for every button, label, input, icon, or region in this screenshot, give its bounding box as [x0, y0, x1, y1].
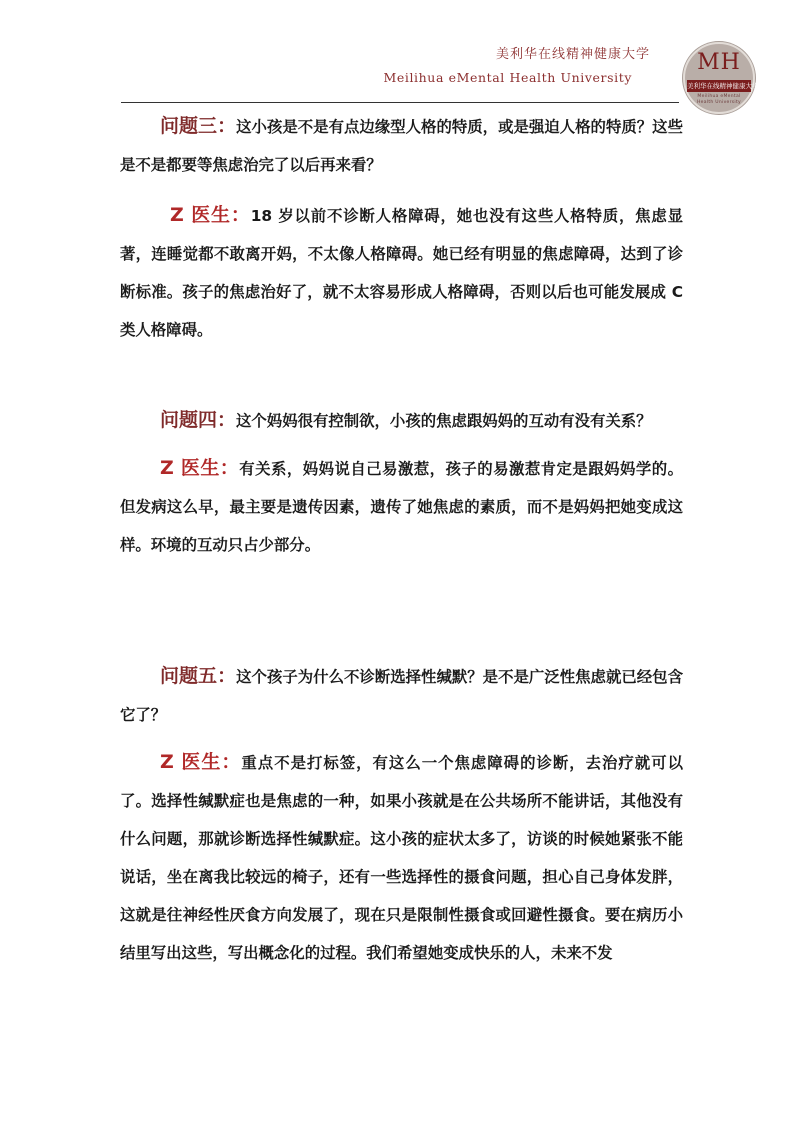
qa-section-5 [120, 657, 683, 972]
question-label: 问题五： [160, 665, 237, 687]
university-logo [683, 42, 759, 114]
university-name-en: Meilihua eMental Health University [383, 70, 632, 85]
question-text: 这个孩子为什么不诊断选择性缄默？是不是广泛性焦虑就已经包含它了？ [120, 668, 683, 724]
question-paragraph [120, 107, 683, 184]
answer-label: Z 医生： [160, 457, 240, 479]
logo-subtext: Meilihua eMental [697, 94, 741, 99]
page-header [0, 0, 800, 104]
question-paragraph [120, 401, 683, 440]
qa-section-3 [120, 107, 683, 349]
logo-band-text: 美利华在线精神健康大学 [687, 82, 759, 90]
answer-label: Z 医生： [170, 204, 251, 226]
question-paragraph [120, 657, 683, 734]
question-label: 问题四： [160, 409, 237, 431]
logo-monogram: MH [697, 50, 741, 75]
answer-label: Z 医生： [160, 751, 242, 773]
answer-text: 18 岁以前不诊断人格障碍，她也没有这些人格特质，焦虑显著，连睡觉都不敢离开妈，不太像人格障碍。她已经有明显的焦虑障碍，达到了诊断标准。孩子的焦虑治好了，就不太容易形成人格障碍，否则以后也可能发展成 C 类人格障碍。 [120, 207, 683, 339]
answer-text: 有关系，妈妈说自己易激惹，孩子的易激惹肯定是跟妈妈学的。但发病这么早，最主要是遗传因素，遗传了她焦虑的素质，而不是妈妈把她变成这样。环境的互动只占少部分。 [120, 460, 683, 554]
question-text: 这小孩是不是有点边缘型人格的特质，或是强迫人格的特质？这些是不是都要等焦虑治完了以后再来看？ [120, 118, 683, 174]
question-label: 问题三： [160, 115, 237, 137]
answer-paragraph [120, 196, 683, 349]
answer-text: 重点不是打标签，有这么一个焦虑障碍的诊断，去治疗就可以了。选择性缄默症也是焦虑的一种，如果小孩就是在公共场所不能讲话，其他没有什么问题，那就诊断选择性缄默症。这小孩的症状太多了，访谈的时候她紧张不能说话，坐在离我比较远的椅子，还有一些选择性的摄食问题，担心自己身体发胖，这就是往神经性厌食方向发展了，现在只是限制性摄食或回避性摄食。要在病历小结里写出这些，写出概念化的过程。我们希望她变成快乐的人，未来不发 [120, 754, 683, 962]
university-name-cn: 美利华在线精神健康大学 [495, 47, 650, 62]
header-divider [121, 102, 679, 103]
answer-paragraph [120, 743, 683, 972]
logo-subtext: Health University [696, 100, 741, 105]
answer-paragraph [120, 449, 683, 564]
qa-section-4 [120, 401, 683, 564]
question-text: 这个妈妈很有控制欲，小孩的焦虑跟妈妈的互动有没有关系？ [236, 412, 652, 430]
